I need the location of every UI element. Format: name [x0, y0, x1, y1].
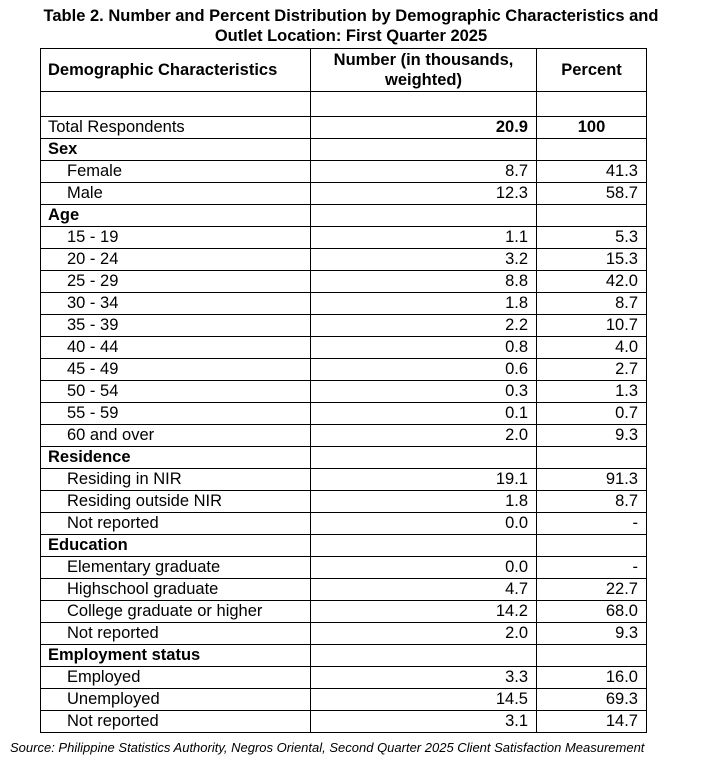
section-heading: Age [41, 205, 311, 227]
table-row [41, 513, 647, 535]
row-label: College graduate or higher [41, 601, 311, 623]
row-label: 55 - 59 [41, 403, 311, 425]
row-label: 30 - 34 [41, 293, 311, 315]
row-percent: 4.0 [537, 337, 647, 359]
row-number: 1.8 [311, 491, 537, 513]
row-label: Employed [41, 667, 311, 689]
row-number: 3.2 [311, 249, 537, 271]
title-line-2: Outlet Location: First Quarter 2025 [214, 27, 488, 45]
row-percent: 16.0 [537, 667, 647, 689]
row-number: 3.1 [311, 711, 537, 733]
table-row [41, 491, 647, 513]
row-number: 3.3 [311, 667, 537, 689]
header-number: Number (in thousands, weighted) [311, 49, 537, 92]
section-heading: Residence [41, 447, 311, 469]
section-heading-row [41, 645, 647, 667]
table-row [41, 271, 647, 293]
row-percent: 10.7 [537, 315, 647, 337]
row-label: Elementary graduate [41, 557, 311, 579]
table-row [41, 623, 647, 645]
row-number: 4.7 [311, 579, 537, 601]
row-percent: 69.3 [537, 689, 647, 711]
row-number: 19.1 [311, 469, 537, 491]
table-row [41, 183, 647, 205]
row-percent: - [537, 513, 647, 535]
row-percent: 2.7 [537, 359, 647, 381]
row-percent: 41.3 [537, 161, 647, 183]
row-percent: 91.3 [537, 469, 647, 491]
row-number: 14.2 [311, 601, 537, 623]
row-label: 60 and over [41, 425, 311, 447]
row-number: 0.6 [311, 359, 537, 381]
row-label: Residing in NIR [41, 469, 311, 491]
table-header [41, 49, 647, 92]
table-row [41, 249, 647, 271]
row-number: 0.3 [311, 381, 537, 403]
row-number: 0.0 [311, 557, 537, 579]
section-heading-row [41, 447, 647, 469]
row-label: Female [41, 161, 311, 183]
row-label: 25 - 29 [41, 271, 311, 293]
table-row [41, 579, 647, 601]
row-label: 20 - 24 [41, 249, 311, 271]
row-number: 12.3 [311, 183, 537, 205]
row-number: 0.0 [311, 513, 537, 535]
row-label: Not reported [41, 513, 311, 535]
section-heading-row [41, 205, 647, 227]
total-label: Total Respondents [41, 117, 311, 139]
table-row [41, 557, 647, 579]
row-label: 50 - 54 [41, 381, 311, 403]
row-percent: 1.3 [537, 381, 647, 403]
table-row [41, 359, 647, 381]
table-row [41, 425, 647, 447]
row-number: 2.0 [311, 425, 537, 447]
table-row [41, 293, 647, 315]
row-label: Unemployed [41, 689, 311, 711]
total-percent: 100 [537, 117, 647, 139]
row-label: Not reported [41, 623, 311, 645]
row-number: 0.8 [311, 337, 537, 359]
row-label: 40 - 44 [41, 337, 311, 359]
row-label: Highschool graduate [41, 579, 311, 601]
table-row [41, 403, 647, 425]
section-heading: Employment status [41, 645, 311, 667]
table-row [41, 711, 647, 733]
title-line-1: Table 2. Number and Percent Distribution by Demographic Characteristics and [43, 7, 659, 25]
row-label: Residing outside NIR [41, 491, 311, 513]
section-heading-row [41, 139, 647, 161]
table-row [41, 227, 647, 249]
row-percent: 8.7 [537, 293, 647, 315]
row-label: Not reported [41, 711, 311, 733]
table-row [41, 601, 647, 623]
table-body [41, 92, 647, 733]
row-percent: 68.0 [537, 601, 647, 623]
row-percent: 8.7 [537, 491, 647, 513]
row-percent: - [537, 557, 647, 579]
table-row [41, 381, 647, 403]
section-heading: Education [41, 535, 311, 557]
row-percent: 5.3 [537, 227, 647, 249]
section-heading: Sex [41, 139, 311, 161]
table-row [41, 161, 647, 183]
row-number: 8.7 [311, 161, 537, 183]
row-percent: 0.7 [537, 403, 647, 425]
row-percent: 14.7 [537, 711, 647, 733]
total-number: 20.9 [311, 117, 537, 139]
row-percent: 9.3 [537, 623, 647, 645]
row-label: 45 - 49 [41, 359, 311, 381]
blank-row [41, 92, 647, 117]
source-note: Source: Philippine Statistics Authority, Negros Oriental, Second Quarter 2025 Client Satisfaction Measurement [10, 740, 645, 755]
table-row [41, 315, 647, 337]
row-percent: 58.7 [537, 183, 647, 205]
row-number: 14.5 [311, 689, 537, 711]
header-row [41, 49, 647, 92]
row-label: Male [41, 183, 311, 205]
row-number: 1.8 [311, 293, 537, 315]
total-row [41, 117, 647, 139]
row-percent: 22.7 [537, 579, 647, 601]
table-row [41, 689, 647, 711]
header-percent: Percent [537, 49, 647, 92]
row-number: 0.1 [311, 403, 537, 425]
section-heading-row [41, 535, 647, 557]
table-row [41, 667, 647, 689]
row-number: 8.8 [311, 271, 537, 293]
row-number: 2.0 [311, 623, 537, 645]
row-label: 35 - 39 [41, 315, 311, 337]
row-number: 1.1 [311, 227, 537, 249]
row-percent: 42.0 [537, 271, 647, 293]
header-characteristics: Demographic Characteristics [41, 49, 311, 92]
row-label: 15 - 19 [41, 227, 311, 249]
table-row [41, 337, 647, 359]
row-percent: 9.3 [537, 425, 647, 447]
table-row [41, 469, 647, 491]
table-title [0, 6, 702, 46]
row-number: 2.2 [311, 315, 537, 337]
row-percent: 15.3 [537, 249, 647, 271]
demographics-table [40, 48, 647, 733]
